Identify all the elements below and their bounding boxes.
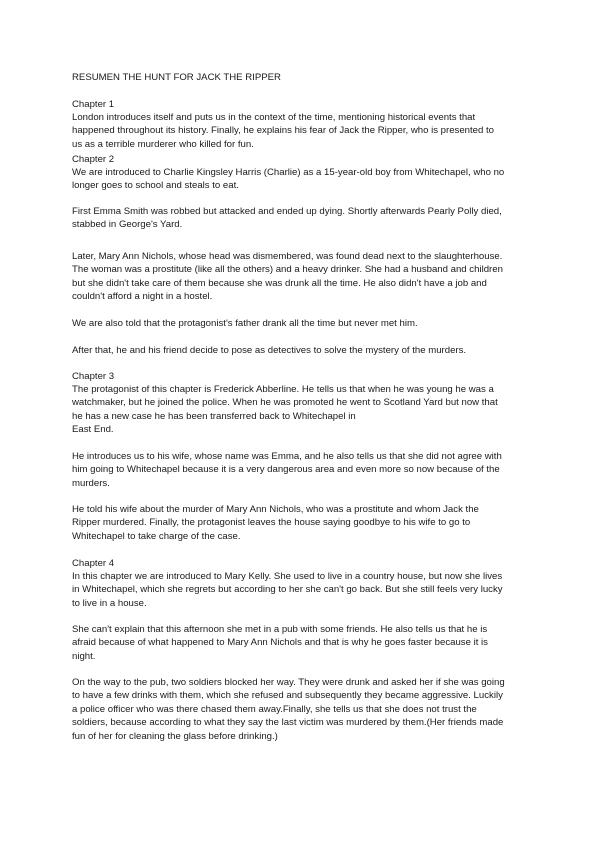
text-line: him going to Whitechapel because it is a very dangerous area and even more so now because of the [72,464,500,476]
text-line: soldiers, because according to what they say the last victim was murdered by them.(Her friends made [72,717,504,729]
paragraph [72,111,542,151]
text-line: stabbed in George's Yard. [72,219,183,231]
text-line: In this chapter we are introduced to Mary Kelly. She used to live in a country house, but now she lives [72,571,503,582]
paragraph [72,676,542,743]
chapter-heading [72,370,542,383]
text-line: She can't explain that this afternoon she met in a pub with some friends. He also tells us that he is [72,624,488,635]
text-line: First Emma Smith was robbed but attacked and ended up dying. Shortly afterwards Pearly Polly died, [72,206,502,217]
text-line: Chapter 4 [72,558,115,569]
text-line: us as a terrible murderer who killed for fun. [72,138,254,150]
text-line: RESUMEN THE HUNT FOR JACK THE RIPPER [72,72,281,83]
paragraph [72,623,542,663]
text-line: but she didn't take care of them because she was drunk all the time. He also didn't have a job and [72,277,487,289]
text-line: He told his wife about the murder of Mary Ann Nichols, who was a prostitute and whom Jack the [72,504,479,515]
paragraph [72,166,542,193]
paragraph [72,250,542,304]
text-line: Chapter 3 [72,371,115,382]
paragraph [72,570,542,610]
chapter-heading [72,557,542,570]
text-line: he has a new case he has been transferred back to Whitechapel in [72,410,356,422]
text-line: Whitechapel to take charge of the case. [72,530,241,542]
text-line: a police officer who was there chased them away.Finally, she tells us that she does not trust the [72,703,477,715]
text-line: night. [72,650,96,662]
chapter-heading [72,98,542,111]
text-line: On the way to the pub, two soldiers blocked her way. They were drunk and asked her if she was going [72,677,505,688]
text-line: murders. [72,477,110,489]
text-line: East End. [72,424,114,436]
text-line: London introduces itself and puts us in the context of the time, mentioning historical events that [72,112,476,123]
text-line: Chapter 1 [72,99,115,110]
paragraph [72,503,542,543]
text-line: After that, he and his friend decide to pose as detectives to solve the mystery of the murders. [72,345,467,356]
text-line: Chapter 2 [72,154,115,165]
paragraph [72,317,542,330]
text-line: He introduces us to his wife, whose name was Emma, and he also tells us that she did not agree with [72,451,502,462]
text-line: The protagonist of this chapter is Frederick Abberline. He tells us that when he was young he was a [72,384,494,395]
text-line: We are introduced to Charlie Kingsley Harris (Charlie) as a 15-year-old boy from Whitechapel, who no [72,167,505,178]
paragraph [72,383,542,437]
document-title [72,71,542,84]
text-line: Later, Mary Ann Nichols, whose head was dismembered, was found dead next to the slaughterhouse. [72,251,503,262]
text-line: We are also told that the protagonist's father drank all the time but never met him. [72,318,418,329]
text-line: to have a few drinks with them, which she refused and subsequently they became aggressive. Luckily [72,690,503,702]
text-line: couldn't afford a night in a hostel. [72,291,213,303]
paragraph [72,344,542,357]
paragraph [72,450,542,490]
text-line: The woman was a prostitute (like all the others) and a heavy drinker. She had a husband and children [72,264,503,276]
text-line: in Whitechapel, which she regrets but according to her she can't go back. But she still feels very lucky [72,584,503,596]
text-line: watchmaker, but he joined the police. When he was promoted he went to Scotland Yard but now that [72,397,498,409]
text-line: to live in a house. [72,597,147,609]
text-line: longer goes to school and steals to eat. [72,180,239,192]
paragraph [72,205,542,232]
text-line: fun of her for cleaning the glass before drinking.) [72,730,278,742]
chapter-heading [72,153,542,166]
text-line: Ripper murdered. Finally, the protagonist leaves the house saying goodbye to his wife to go to [72,517,471,529]
text-line: afraid because of what happened to Mary Ann Nichols and that is why he goes faster because it is [72,637,488,649]
text-line: happened throughout its history. Finally, he explains his fear of Jack the Ripper, who is presented to [72,125,495,137]
